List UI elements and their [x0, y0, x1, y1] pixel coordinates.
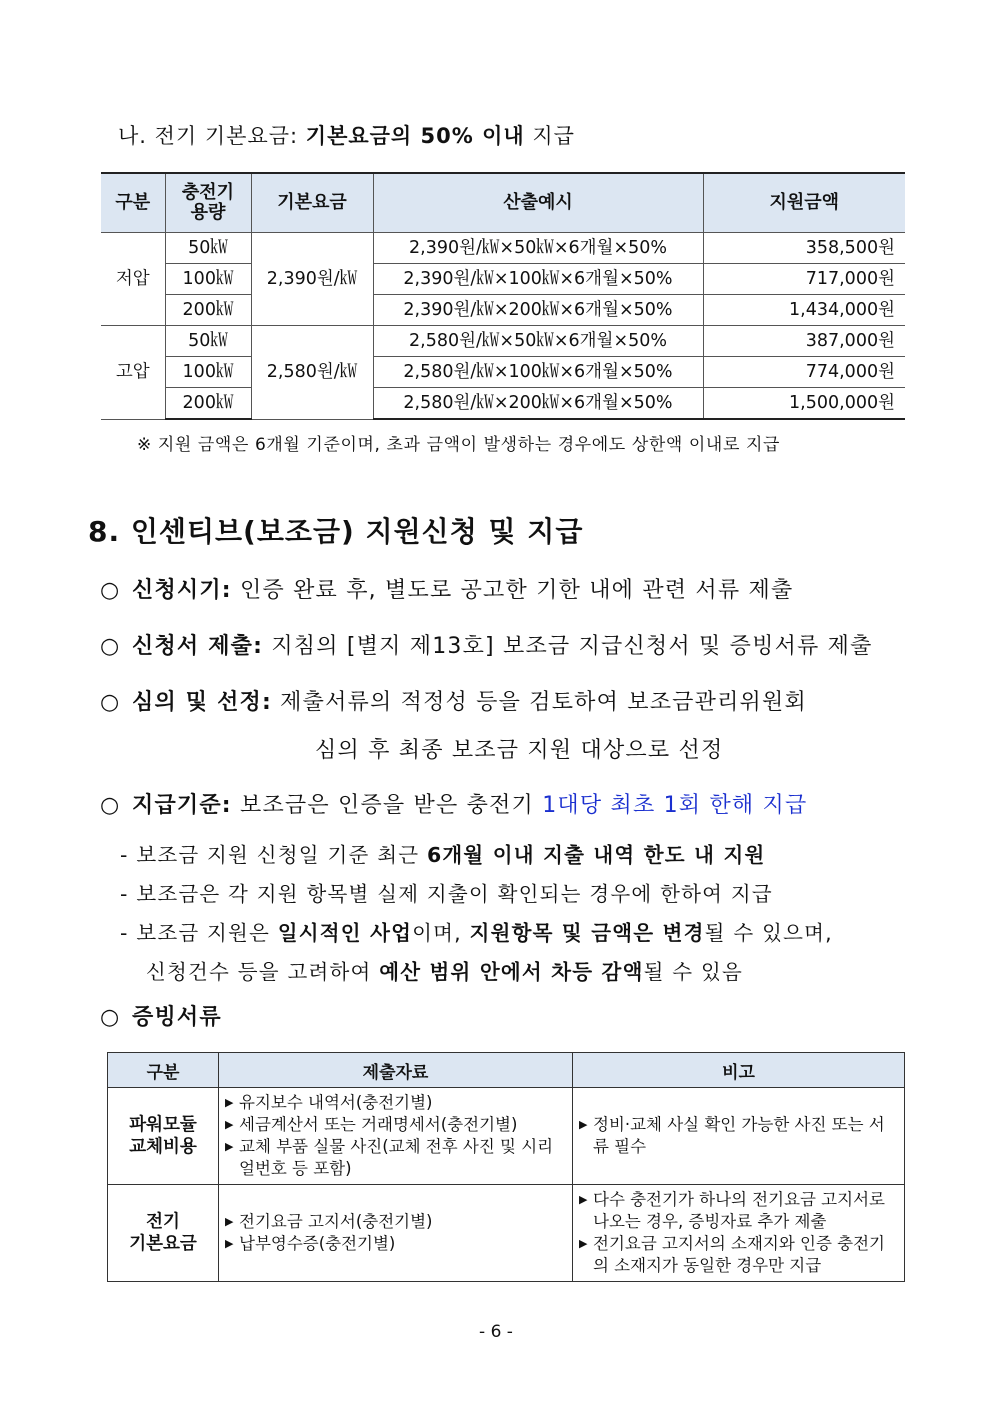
subhead-basic-fee: 나. 전기 기본요금: 기본요금의 50% 이내 지급 — [118, 124, 575, 148]
capacity-cell: 50㎾ — [165, 326, 251, 357]
amount-cell: 387,000원 — [703, 326, 905, 357]
triangle-bullet-icon: ▶ — [579, 1237, 588, 1250]
header-capacity: 충전기 용량 — [165, 173, 251, 233]
capacity-cell: 100㎾ — [165, 357, 251, 388]
table-row — [101, 295, 905, 326]
header-category: 구분 — [101, 173, 165, 233]
header-submission: 제출자료 — [219, 1053, 573, 1088]
amount-cell: 1,434,000원 — [703, 295, 905, 326]
list-item: ▶ 전기요금 고지서의 소재지와 인증 충전기의 소재지가 동일한 경우만 지급 — [579, 1234, 885, 1275]
triangle-bullet-icon: ▶ — [225, 1096, 234, 1109]
remarks-cell — [573, 1185, 905, 1282]
voltage-group-label: 저압 — [101, 233, 165, 326]
triangle-bullet-icon: ▶ — [225, 1215, 234, 1228]
remarks-cell — [573, 1088, 905, 1185]
list-item: ▶ 전기요금 고지서(충전기별) — [225, 1212, 433, 1231]
calc-cell: 2,580원/㎾×200㎾×6개월×50% — [373, 388, 703, 420]
dash-item-limit: - 보조금 지원 신청일 기준 최근 6개월 이내 지출 내역 한도 내 지원 — [120, 843, 766, 867]
header-category: 구분 — [108, 1053, 219, 1088]
header-support-amount: 지원금액 — [703, 173, 905, 233]
calc-cell: 2,580원/㎾×50㎾×6개월×50% — [373, 326, 703, 357]
bullet-payment-criteria: ○ 지급기준: 보조금은 인증을 받은 충전기 1대당 최초 1회 한해 지급 — [100, 793, 808, 818]
capacity-cell: 200㎾ — [165, 295, 251, 326]
triangle-bullet-icon: ▶ — [225, 1118, 234, 1131]
table-row — [108, 1088, 905, 1185]
table-header-row — [101, 173, 905, 233]
amount-cell: 358,500원 — [703, 233, 905, 264]
table-row — [101, 388, 905, 420]
section-title: 8. 인센티브(보조금) 지원신청 및 지급 — [88, 515, 584, 548]
calc-cell: 2,580원/㎾×100㎾×6개월×50% — [373, 357, 703, 388]
list-item: ▶ 유지보수 내역서(충전기별) — [225, 1093, 433, 1112]
amount-cell: 1,500,000원 — [703, 388, 905, 420]
list-item: ▶ 다수 충전기가 하나의 전기요금 고지서로 나오는 경우, 증빙자료 추가 제출 — [579, 1190, 885, 1231]
calc-cell: 2,390원/㎾×200㎾×6개월×50% — [373, 295, 703, 326]
bullet-circle-icon: ○ — [100, 1005, 121, 1030]
bullet-application-period: ○ 신청시기: 인증 완료 후, 별도로 공고한 기한 내에 관련 서류 제출 — [100, 578, 794, 603]
calc-cell: 2,390원/㎾×50㎾×6개월×50% — [373, 233, 703, 264]
table-row — [108, 1185, 905, 1282]
page-number: - 6 - — [479, 1322, 513, 1342]
list-item: ▶ 정비·교체 사실 확인 가능한 사진 또는 서류 필수 — [579, 1115, 885, 1156]
bullet-review-selection-line2: 심의 후 최종 보조금 지원 대상으로 선정 — [315, 738, 724, 763]
basic-fee-cell: 2,390원/㎾ — [251, 233, 373, 326]
basic-fee-table — [101, 172, 905, 420]
evidence-docs-table — [107, 1052, 905, 1282]
triangle-bullet-icon: ▶ — [225, 1237, 234, 1250]
capacity-cell: 200㎾ — [165, 388, 251, 420]
amount-cell: 717,000원 — [703, 264, 905, 295]
list-item: ▶ 세금계산서 또는 거래명세서(충전기별) — [225, 1115, 518, 1134]
table-footnote: ※ 지원 금액은 6개월 기준이며, 초과 금액이 발생하는 경우에도 상한액 이내로 지급 — [137, 435, 781, 455]
capacity-cell: 50㎾ — [165, 233, 251, 264]
triangle-bullet-icon: ▶ — [579, 1193, 588, 1206]
triangle-bullet-icon: ▶ — [579, 1118, 588, 1131]
dash-item-temporary-line2: 신청건수 등을 고려하여 예산 범위 안에서 차등 감액될 수 있음 — [146, 960, 744, 984]
table-row — [101, 233, 905, 264]
list-item: ▶ 교체 부품 실물 사진(교체 전후 사진 및 시리얼번호 등 포함) — [225, 1137, 554, 1178]
category-cell: 파워모듈 교체비용 — [108, 1088, 219, 1185]
triangle-bullet-icon: ▶ — [225, 1140, 234, 1153]
table-header-row — [108, 1053, 905, 1088]
table-row — [101, 264, 905, 295]
submission-cell — [219, 1088, 573, 1185]
calc-cell: 2,390원/㎾×100㎾×6개월×50% — [373, 264, 703, 295]
capacity-cell: 100㎾ — [165, 264, 251, 295]
header-calc-example: 산출예시 — [373, 173, 703, 233]
bullet-evidence-docs: ○ 증빙서류 — [100, 1005, 222, 1030]
table-row — [101, 326, 905, 357]
basic-fee-cell: 2,580원/㎾ — [251, 326, 373, 420]
bullet-circle-icon: ○ — [100, 634, 121, 659]
category-cell: 전기 기본요금 — [108, 1185, 219, 1282]
amount-cell: 774,000원 — [703, 357, 905, 388]
header-remarks: 비고 — [573, 1053, 905, 1088]
dash-item-actual-expense: - 보조금은 각 지원 항목별 실제 지출이 확인되는 경우에 한하여 지급 — [120, 882, 773, 906]
highlight-once-per-charger: 1대당 최초 1회 한해 지급 — [542, 793, 808, 818]
bullet-circle-icon: ○ — [100, 690, 121, 715]
bullet-circle-icon: ○ — [100, 793, 121, 818]
dash-item-temporary: - 보조금 지원은 일시적인 사업이며, 지원항목 및 금액은 변경될 수 있으며, — [120, 921, 833, 945]
list-item: ▶ 납부영수증(충전기별) — [225, 1234, 396, 1253]
bullet-circle-icon: ○ — [100, 578, 121, 603]
voltage-group-label: 고압 — [101, 326, 165, 420]
submission-cell — [219, 1185, 573, 1282]
table-row — [101, 357, 905, 388]
bullet-review-selection: ○ 심의 및 선정: 제출서류의 적정성 등을 검토하여 보조금관리위원회 — [100, 690, 807, 715]
bullet-application-submission: ○ 신청서 제출: 지침의 [별지 제13호] 보조금 지급신청서 및 증빙서류 제출 — [100, 634, 873, 659]
header-basic-fee: 기본요금 — [251, 173, 373, 233]
